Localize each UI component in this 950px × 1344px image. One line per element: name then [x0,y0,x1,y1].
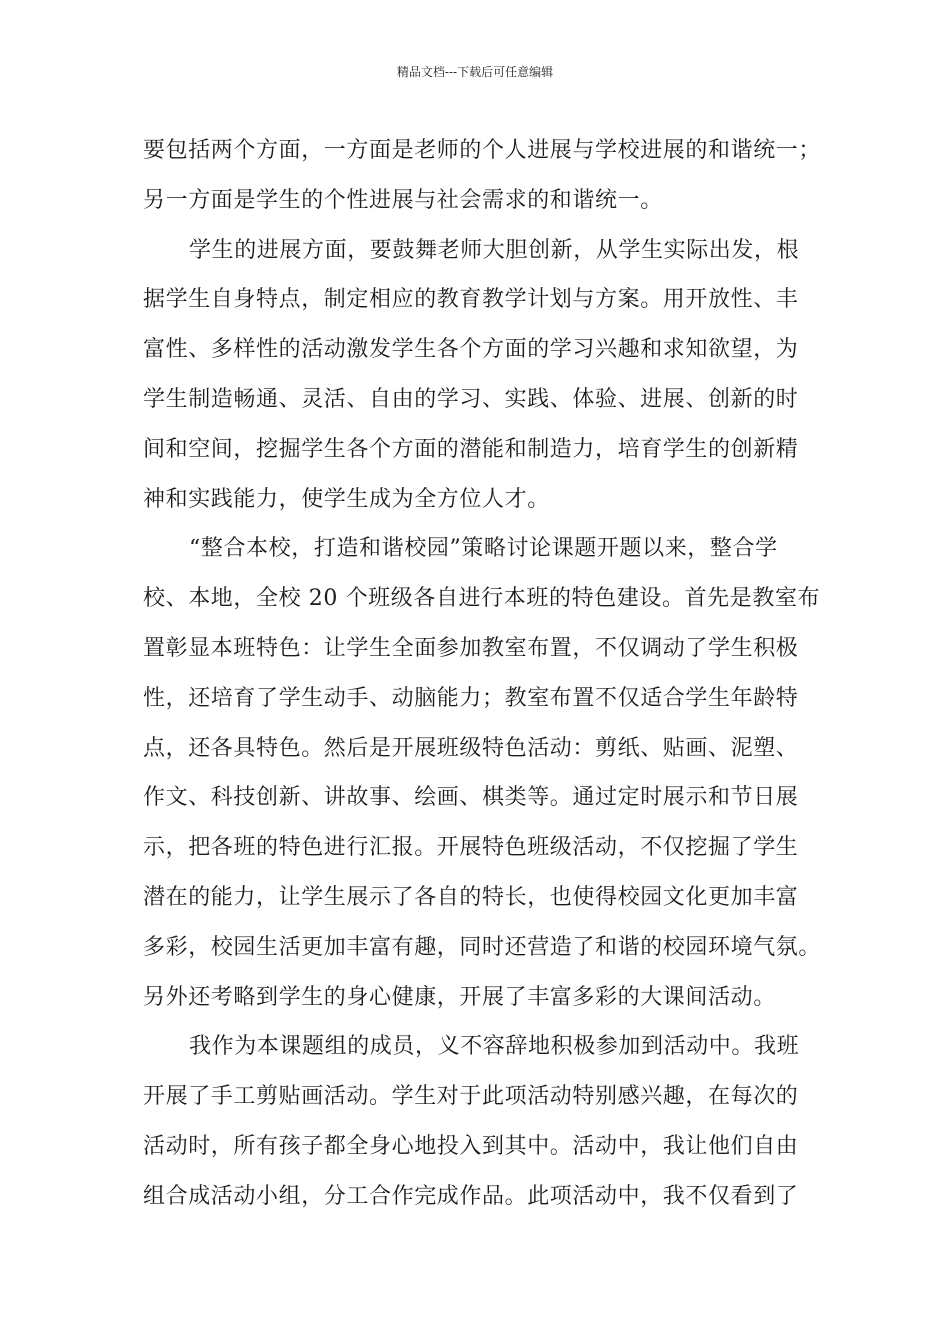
text-line: 据学生自身特点，制定相应的教育教学计划与方案。用开放性、丰 [143,287,799,313]
text-line: 要包括两个方面，一方面是老师的个人进展与学校进展的和谐统一； [143,138,822,163]
text-line: 多彩，校园生活更加丰富有趣，同时还营造了和谐的校园环境气氛。 [143,934,822,960]
text-line: 间和空间，挖掘学生各个方面的潜能和制造力，培育学生的创新精 [143,436,799,462]
text-line: 潜在的能力，让学生展示了各自的特长，也使得校园文化更加丰富 [143,884,799,910]
text-line: 另一方面是学生的个性进展与社会需求的和谐统一。 [143,187,663,213]
text-line: 神和实践能力，使学生成为全方位人才。 [143,486,550,512]
text-line: 开展了手工剪贴画活动。学生对于此项活动特别感兴趣，在每次的 [143,1084,799,1110]
text-line: 点，还各具特色。然后是开展班级特色活动：剪纸、贴画、泥塑、 [143,735,799,761]
text-line: 学生制造畅通、灵活、自由的学习、实践、体验、进展、创新的时 [143,386,799,412]
text-line: 组合成活动小组，分工合作完成作品。此项活动中，我不仅看到了 [143,1183,799,1209]
text-line: 学生的进展方面，要鼓舞老师大胆创新，从学生实际出发，根 [189,237,800,263]
text-line: 示，把各班的特色进行汇报。开展特色班级活动，不仅挖掘了学生 [143,835,799,861]
text-line: 活动时，所有孩子都全身心地投入到其中。活动中，我让他们自由 [143,1133,799,1159]
text-line: 作文、科技创新、讲故事、绘画、棋类等。通过定时展示和节日展 [143,785,799,811]
text-line: 富性、多样性的活动激发学生各个方面的学习兴趣和求知欲望，为 [143,337,799,363]
paragraph [143,126,822,226]
text-line: 校、本地，全校 20 个班级各自进行本班的特色建设。首先是教室布 [143,586,821,612]
paragraph [143,524,822,1022]
paragraph [143,1022,818,1221]
paragraph [143,226,818,525]
text-line: 我作为本课题组的成员，义不容辞地积极参加到活动中。我班 [189,1034,800,1060]
document-body [143,126,822,1222]
page-header: 精品文档---下载后可任意编辑 [396,65,554,79]
text-line: 性，还培育了学生动手、动脑能力；教室布置不仅适合学生年龄特 [143,685,799,711]
text-line: 置彰显本班特色：让学生全面参加教室布置，不仅调动了学生积极 [143,635,799,661]
text-line: 另外还考略到学生的身心健康，开展了丰富多彩的大课间活动。 [143,984,776,1010]
text-line: “整合本校，打造和谐校园”策略讨论课题开题以来，整合学 [189,536,778,562]
